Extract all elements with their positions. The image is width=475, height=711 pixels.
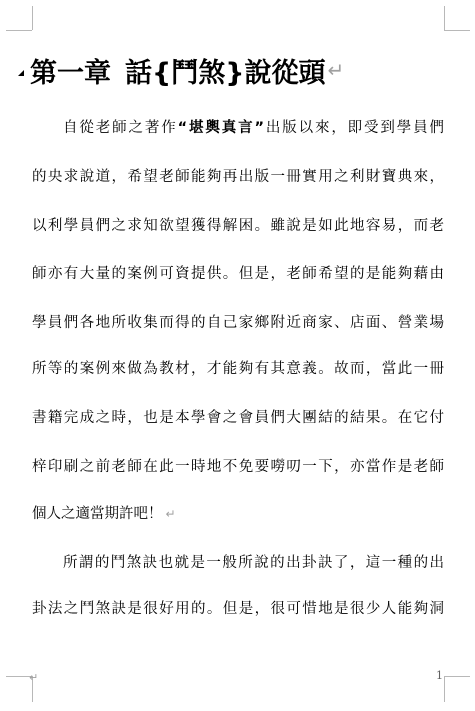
text-line[interactable]: 師亦有大量的案例可資提供。但是，老師希望的是能夠藉由 — [32, 266, 444, 282]
text-line[interactable]: 卦法之鬥煞訣是很好用的。但是，很可惜地是很少人能夠洞 — [32, 601, 444, 617]
crop-mark-bottom-right — [444, 676, 445, 702]
crop-mark-bottom-right — [444, 676, 470, 677]
crop-mark-top-right — [444, 6, 445, 30]
text-line[interactable]: 書籍完成之時，也是本學會之會員們大團結的結果。在它付 — [32, 410, 444, 426]
paragraph-mark-icon: ↵ — [29, 671, 39, 684]
text-line[interactable]: 學員們各地所收集而得的自己家鄉附近商家、店面、營業場 — [32, 315, 444, 331]
crop-mark-top-right — [444, 30, 470, 31]
crop-mark-top-left — [6, 30, 32, 31]
crop-mark-top-left — [32, 6, 33, 30]
text-line[interactable]: 自從老師之著作“堪輿真言”出版以來，即受到學員們 — [63, 120, 445, 136]
text-line[interactable]: 以利學員們之求知欲望獲得解困。雖說是如此地容易，而老 — [32, 218, 444, 234]
text-line[interactable]: 個人之適當期許吧！ ↵ — [32, 506, 176, 522]
chapter-title: 話{鬥煞}說從頭 — [125, 57, 326, 89]
paragraph-mark-icon: ↵ — [165, 507, 176, 521]
chapter-heading[interactable] — [12, 50, 452, 90]
paragraph-mark-icon: ↵ — [327, 58, 345, 82]
text-line[interactable]: 所謂的鬥煞訣也就是一般所說的出卦訣了，這一種的出 — [63, 555, 444, 571]
text-line[interactable]: 梓印刷之前老師在此一時地不免要嘮叨一下，亦當作是老師 — [32, 459, 444, 475]
chapter-number: 第一章 — [30, 57, 111, 89]
page-number: 1 — [436, 669, 443, 682]
text-line[interactable]: 的央求說道，希望老師能夠再出版一冊實用之利財寶典來， — [32, 169, 444, 185]
collapse-triangle-icon[interactable] — [12, 70, 24, 76]
text-line[interactable]: 所等的案例來做為教材，才能夠有其意義。故而，當此一冊 — [32, 361, 444, 377]
book-title: “堪輿真言” — [177, 120, 264, 136]
